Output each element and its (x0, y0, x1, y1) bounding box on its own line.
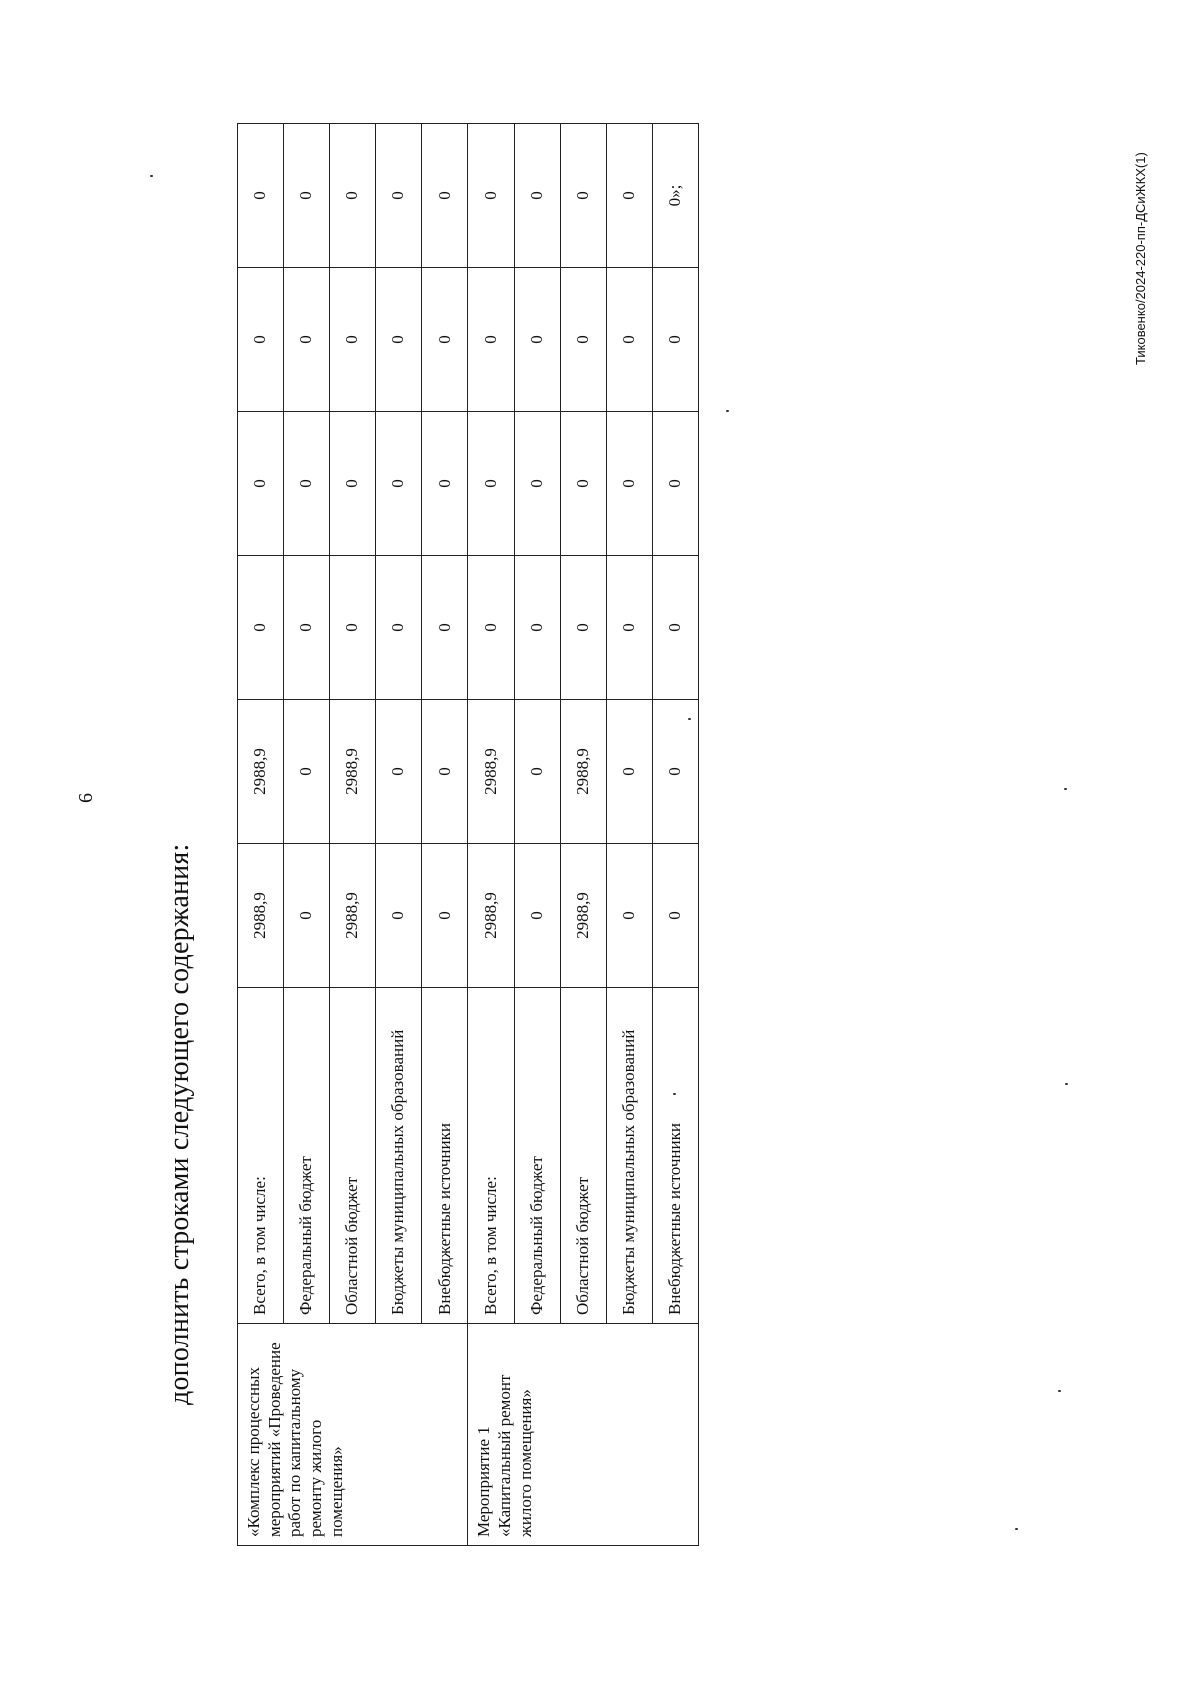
funding-source-cell: Внебюджетные источники (652, 988, 698, 1324)
amount-cell: 0 (606, 700, 652, 844)
funding-source-cell: Федеральный бюджет (284, 988, 330, 1324)
rotated-page (0, 90, 1148, 1640)
document-id: Тиковенко/2024-220-пп-ДСиЖКХ(1) (1133, 152, 1148, 365)
amount-cell: 0 (560, 268, 606, 412)
amount-cell: 0 (606, 844, 652, 988)
page-number: 6 (75, 793, 97, 803)
amount-cell: 0 (376, 268, 422, 412)
amount-cell: 0 (330, 556, 376, 700)
scan-speck (1058, 1390, 1061, 1392)
amount-cell: 0 (422, 124, 468, 268)
amount-cell: 0 (514, 700, 560, 844)
amount-cell: 0 (652, 700, 698, 844)
amount-cell: 0 (422, 556, 468, 700)
amount-cell: 0 (606, 556, 652, 700)
amount-cell: 0 (422, 412, 468, 556)
funding-source-cell: Всего, в том числе: (468, 988, 514, 1324)
amount-cell: 0 (468, 412, 514, 556)
amount-cell: 0 (652, 844, 698, 988)
funding-source-cell: Федеральный бюджет (514, 988, 560, 1324)
amount-cell: 0 (560, 556, 606, 700)
amount-cell: 0 (422, 844, 468, 988)
amount-cell: 2988,9 (238, 700, 284, 844)
funding-source-cell: Областной бюджет (560, 988, 606, 1324)
scan-speck (726, 410, 729, 412)
amount-cell: 2988,9 (560, 700, 606, 844)
amount-cell: 0 (652, 412, 698, 556)
amount-cell: 0 (422, 268, 468, 412)
activity-name-cell: Мероприятие 1 «Капитальный ремонт жилого помещения» (468, 1324, 699, 1546)
amount-cell: 2988,9 (468, 700, 514, 844)
amount-cell: 0 (468, 556, 514, 700)
amount-cell: 0 (238, 556, 284, 700)
amount-cell: 0 (284, 844, 330, 988)
funding-table (237, 123, 699, 1546)
amount-cell: 0 (652, 268, 698, 412)
amount-cell: 0 (238, 412, 284, 556)
funding-source-cell: Бюджеты муниципальных образований (606, 988, 652, 1324)
amount-cell: 0 (238, 124, 284, 268)
amount-cell: 0 (284, 412, 330, 556)
amount-cell: 0 (652, 556, 698, 700)
amount-cell: 2988,9 (330, 700, 376, 844)
amount-cell: 0 (284, 268, 330, 412)
amount-cell: 2988,9 (330, 844, 376, 988)
amount-cell: 0 (330, 124, 376, 268)
amount-cell: 0 (376, 412, 422, 556)
amount-cell: 0 (514, 412, 560, 556)
amount-cell: 0 (514, 556, 560, 700)
amount-cell: 0 (376, 700, 422, 844)
amount-cell: 0 (514, 268, 560, 412)
scan-speck (1064, 788, 1067, 790)
amount-cell: 0 (422, 700, 468, 844)
amount-cell: 0 (284, 700, 330, 844)
amount-cell: 0 (376, 124, 422, 268)
amount-cell: 2988,9 (238, 844, 284, 988)
amount-cell: 0 (468, 268, 514, 412)
amount-cell: 0 (514, 844, 560, 988)
activity-name-cell: «Комплекс процессных мероприятий «Проведение работ по капитальному ремонту жилого помещения» (238, 1324, 468, 1546)
scan-speck (673, 1093, 676, 1095)
amount-cell: 0»; (652, 124, 698, 268)
funding-source-cell: Внебюджетные источники (422, 988, 468, 1324)
funding-source-cell: Бюджеты муниципальных образований (376, 988, 422, 1324)
amount-cell: 0 (606, 412, 652, 556)
scan-speck (1015, 1528, 1018, 1530)
funding-source-cell: Областной бюджет (330, 988, 376, 1324)
amount-cell: 0 (606, 124, 652, 268)
amount-cell: 0 (330, 412, 376, 556)
amount-cell: 0 (560, 412, 606, 556)
amount-cell: 0 (284, 124, 330, 268)
funding-source-cell: Всего, в том числе: (238, 988, 284, 1324)
table-row (238, 124, 284, 1546)
amount-cell: 0 (238, 268, 284, 412)
scan-speck (688, 718, 691, 720)
table-row (468, 124, 514, 1546)
amount-cell: 0 (606, 268, 652, 412)
amount-cell: 0 (376, 844, 422, 988)
amount-cell: 2988,9 (468, 844, 514, 988)
amount-cell: 2988,9 (560, 844, 606, 988)
amount-cell: 0 (330, 268, 376, 412)
amount-cell: 0 (514, 124, 560, 268)
amount-cell: 0 (468, 124, 514, 268)
intro-text: дополнить строками следующего содержания: (164, 843, 195, 1405)
funding-table-body (238, 124, 699, 1546)
scan-speck (1065, 1083, 1068, 1085)
amount-cell: 0 (560, 124, 606, 268)
amount-cell: 0 (376, 556, 422, 700)
amount-cell: 0 (284, 556, 330, 700)
scan-speck (150, 175, 153, 177)
